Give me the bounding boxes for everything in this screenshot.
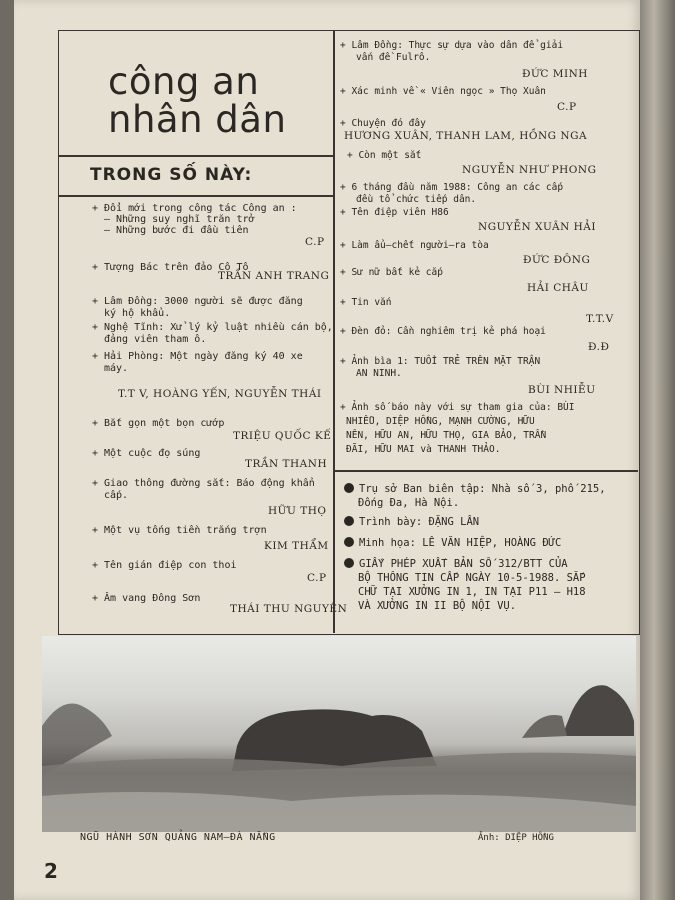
toc-item: + Tên gián điệp con thoi — [92, 560, 237, 571]
toc-author: NGUYỄN XUÂN HẢI — [478, 221, 597, 233]
masthead-line2: nhân dân — [108, 98, 287, 141]
column-divider — [333, 30, 335, 633]
permit-line4: VÀ XƯỞNG IN II BỘ NỘI VỤ. — [358, 600, 517, 612]
toc-author: HỮU THỌ — [268, 505, 327, 517]
office-address-cont: Đống Đa, Hà Nội. — [358, 497, 460, 509]
toc-item: + Một cuộc đọ súng — [92, 448, 201, 459]
toc-rule — [58, 195, 334, 197]
toc-author: T.T.V — [586, 313, 614, 325]
toc-author: HƯƠNG XUÂN, THANH LAM, HỒNG NGA — [344, 130, 588, 142]
toc-item: + Đèn đỏ: Cần nghiêm trị kẻ phá hoại — [340, 326, 546, 337]
flower-bullet-icon — [344, 483, 354, 493]
toc-author: Đ.Đ — [588, 341, 610, 353]
photo-caption: NGŨ HÀNH SƠN QUẢNG NAM–ĐÀ NẴNG — [80, 832, 276, 843]
toc-author: ĐỨC MINH — [522, 68, 588, 80]
toc-item: + Âm vang Đông Sơn — [92, 593, 201, 604]
toc-item-sub: NÊN, HỮU AN, HỮU THỌ, GIA BẢO, TRẦN — [346, 430, 547, 441]
toc-author: NGUYỄN NHƯ PHONG — [462, 164, 597, 176]
permit-line1: GIẤY PHÉP XUẤT BẢN SỐ 312/BTT CỦA — [344, 557, 568, 571]
flower-bullet-icon — [344, 516, 354, 526]
toc-item-sub: ký hộ khẩu. — [104, 308, 171, 319]
office-address: Trụ sở Ban biên tập: Nhà số 3, phố 215, — [344, 482, 606, 496]
photo-credit: Ảnh: DIỆP HỒNG — [478, 833, 554, 843]
toc-item: + Một vụ tống tiền trắng trợn — [92, 525, 267, 536]
illustration-credit: Minh họa: LÊ VĂN HIỆP, HOÀNG ĐỨC — [344, 536, 561, 550]
masthead-rule — [58, 155, 334, 157]
landscape-photo — [42, 636, 636, 832]
toc-item: + Đổi mới trong công tác Công an : — [92, 203, 297, 214]
permit-line2: BỘ THÔNG TIN CẤP NGÀY 10-5-1988. SẮP — [358, 572, 586, 584]
toc-author: THÁI THU NGUYÊN — [230, 603, 348, 615]
toc-author: KIM THẨM — [264, 540, 329, 552]
toc-item: + Làm ẩu–chết người–ra tòa — [340, 240, 489, 251]
toc-item: + Xác minh về « Viên ngọc » Thọ Xuân — [340, 86, 546, 97]
toc-item: + Lâm Đồng: Thực sự dựa vào dân để giải — [340, 40, 564, 51]
toc-item-sub: máy. — [104, 363, 129, 374]
toc-item: + Còn một sắt — [347, 150, 422, 161]
toc-item-sub: đều tổ chức tiếp dân. — [356, 194, 477, 205]
toc-item-sub: NHIỄU, DIỆP HỒNG, MẠNH CƯỜNG, HỮU — [346, 416, 535, 427]
toc-author: C.P — [557, 101, 577, 113]
permit-line3: CHỮ TẠI XƯỞNG IN 1, IN TẠI P11 – H18 — [358, 586, 586, 598]
info-rule — [334, 470, 638, 472]
toc-item: + Ảnh số báo này với sự tham gia của: BÙI — [340, 402, 575, 413]
toc-item: + Sư nữ bất kẻ cắp — [340, 267, 443, 278]
toc-item-sub: – Những bước đi đầu tiên — [104, 225, 249, 236]
toc-item-sub: đảng viên tham ô. — [104, 334, 207, 345]
toc-item-sub: cấp. — [104, 490, 129, 501]
toc-item: + Lâm Đồng: 3000 người sẽ được đăng — [92, 296, 303, 307]
toc-item-sub: AN NINH. — [356, 368, 402, 379]
toc-item: + Nghệ Tĩnh: Xử lý kỷ luật nhiều cán bộ, — [92, 322, 333, 333]
toc-item: + Ảnh bìa 1: TUỔI TRẺ TRÊN MẶT TRẬN — [340, 356, 541, 367]
toc-item: + Chuyện đó đây — [340, 118, 426, 129]
toc-item: + Hải Phòng: Một ngày đăng ký 40 xe — [92, 351, 303, 362]
toc-item: + Giao thông đường sắt: Báo động khẩn — [92, 478, 315, 489]
toc-heading: TRONG SỐ NÀY: — [90, 165, 253, 185]
design-credit: Trình bày: ĐẶNG LÂN — [344, 515, 479, 529]
flower-bullet-icon — [344, 558, 354, 568]
toc-item-sub: – Những suy nghĩ trăn trở — [104, 214, 255, 225]
masthead-line1: công an — [108, 60, 260, 103]
toc-author: TRIỆU QUỐC KẾ — [233, 430, 332, 442]
toc-author: BÙI NHIỄU — [528, 384, 596, 396]
toc-author: TRẦN ANH TRANG — [218, 270, 330, 282]
toc-item: + Tin vắn — [340, 297, 392, 308]
toc-author: HẢI CHÂU — [527, 282, 589, 294]
toc-item-sub: vấn đề Fulrô. — [356, 52, 431, 63]
flower-bullet-icon — [344, 537, 354, 547]
toc-author: C.P — [305, 236, 325, 248]
toc-item-sub: ĐÃI, HỮU MAI và THANH THẢO. — [346, 444, 501, 455]
toc-item: + Bắt gọn một bọn cướp — [92, 418, 225, 429]
toc-item: + Tượng Bác trên đảo Cô Tô — [92, 262, 249, 273]
toc-item: + 6 tháng đầu năm 1988: Công an các cấp — [340, 182, 564, 193]
toc-author: C.P — [307, 572, 327, 584]
toc-author: TRẦN THANH — [245, 458, 328, 470]
page-edge — [640, 0, 675, 900]
toc-author: T.T V, HOÀNG YẾN, NGUYỄN THÁI — [118, 388, 322, 400]
toc-item: + Tên điệp viên H86 — [340, 207, 449, 218]
landscape-illustration — [42, 636, 636, 832]
page-number: 2 — [44, 859, 58, 883]
toc-author: ĐỨC ĐÔNG — [523, 254, 591, 266]
